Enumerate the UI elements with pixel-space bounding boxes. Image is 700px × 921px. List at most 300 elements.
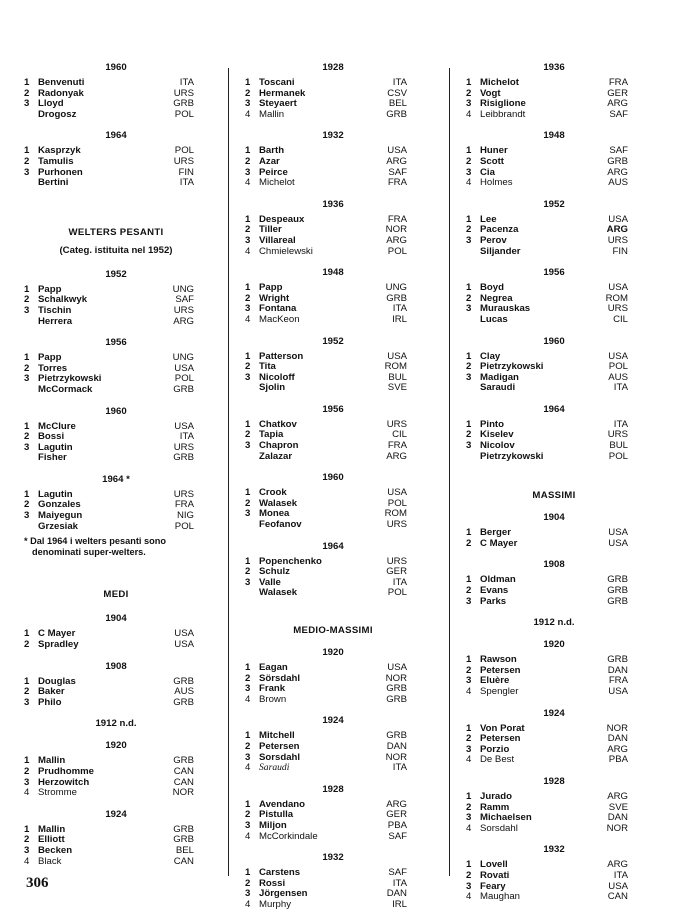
country-code: GRB (386, 693, 407, 705)
country-code: GRB (173, 696, 194, 708)
year-not-held: 1912 n.d. (533, 617, 575, 629)
placing: 3 (245, 98, 251, 110)
athlete-name: Risiglione (480, 98, 526, 110)
country-code: USA (387, 350, 407, 362)
athlete-name: Huner (480, 145, 508, 157)
placing: 1 (245, 555, 251, 567)
country-code: ROM (384, 508, 407, 520)
placing: 4 (245, 898, 251, 910)
placing: 3 (245, 166, 251, 178)
athlete-name: Lucas (480, 313, 508, 325)
athlete-name: Tischin (38, 304, 72, 316)
athlete-name: Herzowitch (38, 776, 90, 788)
results-section (245, 541, 407, 599)
placing: 3 (24, 510, 30, 522)
athlete-name: Avendano (259, 798, 306, 810)
athlete-name: Torres (38, 362, 68, 374)
olympic-year: 1924 (105, 808, 127, 820)
results-section (466, 62, 628, 120)
placing: 2 (245, 672, 251, 684)
country-code: ARG (386, 450, 407, 462)
athlete-name: Pacenza (480, 224, 519, 236)
placing: 2 (466, 361, 472, 373)
athlete-name: Evans (480, 585, 509, 597)
country-code: FRA (608, 77, 628, 88)
placing: 2 (466, 733, 472, 745)
olympic-year: 1948 (543, 130, 565, 142)
country-code: GER (386, 809, 407, 821)
placing: 1 (466, 790, 472, 802)
country-code: FRA (174, 499, 194, 511)
athlete-name: Bertini (38, 177, 69, 189)
result-row (245, 383, 407, 394)
athlete-name: Mitchell (259, 730, 295, 742)
placing: 2 (24, 834, 30, 846)
country-code: USA (387, 487, 407, 499)
placing: 3 (245, 751, 251, 763)
country-code: ITA (613, 418, 628, 430)
category-heading-welters-pesanti: WELTERS PESANTI (68, 226, 164, 238)
results-section (245, 199, 407, 257)
placing: 3 (245, 234, 251, 246)
country-code: DAN (607, 733, 628, 745)
country-code: POL (174, 108, 194, 120)
result-row (466, 892, 628, 903)
country-code: URS (607, 234, 628, 246)
placing: 2 (24, 686, 30, 698)
country-code: USA (387, 145, 407, 157)
country-code: ROM (605, 292, 628, 304)
athlete-name: Pistulla (259, 809, 294, 821)
result-row (245, 821, 407, 832)
placing: 3 (245, 888, 251, 900)
placing: 2 (466, 429, 472, 441)
athlete-name: Walasek (259, 497, 298, 509)
placing: 1 (24, 755, 30, 767)
athlete-name: Herrera (38, 315, 73, 327)
athlete-name: Murauskas (480, 303, 531, 315)
athlete-name: Petersen (480, 664, 521, 676)
athlete-name: Maiyegun (38, 510, 83, 522)
athlete-name: Bossi (38, 431, 65, 443)
placing: 1 (24, 283, 30, 295)
placing: 4 (24, 855, 30, 867)
results-section (245, 715, 407, 773)
placing: 1 (466, 282, 472, 294)
country-code: DAN (386, 740, 407, 752)
country-code: SAF (388, 830, 407, 842)
athlete-name: McCorkindale (259, 830, 318, 842)
country-code: URS (386, 555, 407, 567)
athlete-name: Cia (480, 166, 495, 178)
country-code: BUL (609, 440, 628, 452)
athlete-name: Drogosz (38, 108, 77, 120)
footnote-line: denominati super-welters. (32, 546, 146, 557)
athlete-name: Feary (480, 880, 506, 892)
country-code: ROM (384, 361, 407, 373)
country-code: DAN (607, 812, 628, 824)
athlete-name: Lagutin (38, 441, 73, 453)
country-code: GRB (607, 654, 628, 666)
country-code: ITA (392, 877, 407, 889)
placing: 3 (466, 98, 472, 110)
olympic-year: 1932 (322, 130, 344, 142)
placing: 1 (466, 574, 472, 586)
results-section (466, 336, 628, 394)
country-code: ARG (607, 859, 628, 871)
country-code: NOR (385, 224, 407, 236)
country-code: NOR (172, 787, 194, 799)
olympic-year: 1952 (543, 198, 565, 210)
country-code: ITA (392, 762, 407, 774)
placing: 3 (466, 880, 472, 892)
country-code: SAF (388, 166, 407, 178)
olympic-year: 1956 (543, 267, 565, 279)
result-row (245, 78, 407, 89)
country-code: ITA (613, 869, 628, 881)
athlete-name: Pietrzykowski (38, 373, 102, 385)
athlete-name: Eluère (480, 675, 510, 687)
athlete-name: Lagutin (38, 488, 73, 500)
athlete-name: Becken (38, 844, 73, 856)
athlete-name: Carstens (259, 867, 301, 879)
athlete-name: Crook (259, 487, 287, 499)
result-row (466, 824, 628, 835)
country-code: GRB (386, 108, 407, 120)
olympic-year: 1960 (105, 405, 127, 417)
athlete-name: Madigan (480, 371, 519, 383)
athlete-name: Petersen (259, 740, 300, 752)
country-code: GRB (173, 383, 194, 395)
category-subtitle: (Categ. istituita nel 1952) (59, 244, 173, 256)
athlete-name: Elliott (38, 834, 65, 846)
country-code: FRA (608, 675, 628, 687)
country-code: UNG (172, 352, 194, 364)
country-code: USA (608, 880, 628, 892)
country-code: UNG (385, 282, 407, 294)
olympic-year: 1960 (322, 472, 344, 484)
olympic-year: 1920 (543, 639, 565, 651)
olympic-year: 1928 (543, 775, 565, 787)
country-code: ARG (607, 166, 628, 178)
placing: 3 (24, 441, 30, 453)
placing: 3 (466, 234, 472, 246)
results-section (466, 844, 628, 902)
results-section (245, 62, 407, 120)
country-code: GRB (173, 452, 194, 464)
result-row (24, 453, 194, 464)
country-code: UNG (172, 283, 194, 295)
athlete-name: Despeaux (259, 213, 305, 225)
placing: 4 (466, 822, 472, 834)
athlete-name: Michelot (259, 177, 295, 189)
athlete-name: Stromme (38, 787, 77, 799)
athlete-name: Papp (259, 282, 283, 294)
placing: 3 (24, 844, 30, 856)
athlete-name: Peirce (259, 166, 288, 178)
athlete-name: Nicoloff (259, 371, 295, 383)
result-row (466, 157, 628, 168)
placing: 1 (245, 418, 251, 430)
country-code: ITA (179, 431, 194, 443)
athlete-name: Schulz (259, 566, 290, 578)
country-code: CAN (173, 766, 194, 777)
placing: 4 (466, 754, 472, 766)
results-section (466, 199, 628, 257)
column-middle (245, 62, 407, 921)
placing: 1 (466, 350, 472, 362)
athlete-name: Brown (259, 693, 287, 705)
athlete-name: Schalkwyk (38, 294, 88, 306)
results-section (245, 647, 407, 705)
athlete-name: Tiller (259, 224, 282, 236)
placing: 4 (245, 108, 251, 120)
placing: 2 (466, 801, 472, 813)
country-code: SVE (608, 801, 628, 813)
result-row (466, 755, 628, 766)
country-code: CAN (173, 776, 194, 788)
results-section (245, 472, 407, 530)
column-left (24, 62, 194, 877)
placing: 3 (245, 576, 251, 588)
placing: 1 (466, 145, 472, 157)
country-code: BEL (388, 98, 407, 110)
result-row (24, 857, 194, 868)
athlete-name: Kiselev (480, 429, 514, 441)
country-code: CIL (392, 429, 407, 441)
country-code: GER (386, 566, 407, 578)
country-code: POL (608, 450, 628, 462)
athlete-name: Sörsdahl (259, 672, 301, 684)
result-row (24, 317, 194, 328)
placing: 4 (466, 177, 472, 189)
country-code: GRB (173, 675, 194, 687)
olympic-year: 1920 (322, 647, 344, 658)
result-row (245, 315, 407, 326)
country-code: USA (174, 362, 194, 374)
athlete-name: MacKeon (259, 313, 300, 325)
results-section (24, 337, 194, 395)
placing: 1 (245, 145, 251, 157)
results-section (24, 269, 194, 327)
athlete-name: Wright (259, 292, 290, 304)
results-section (245, 267, 407, 325)
placing: 1 (24, 628, 30, 640)
footnote (24, 536, 194, 557)
result-row (24, 157, 194, 168)
results-section (466, 708, 628, 766)
olympic-year: 1964 * (102, 473, 130, 485)
athlete-name: Negrea (480, 292, 513, 304)
result-row (466, 110, 628, 121)
country-code: BUL (388, 371, 407, 383)
placing: 1 (24, 488, 30, 500)
country-code: ARG (606, 224, 628, 236)
placing: 3 (24, 304, 30, 316)
country-code: URS (386, 519, 407, 531)
athlete-name: Miljon (259, 819, 287, 831)
placing: 2 (466, 664, 472, 676)
placing: 4 (245, 245, 251, 257)
placing: 2 (466, 585, 472, 597)
athlete-name: Black (38, 855, 62, 867)
category-heading-medi: MEDI (103, 589, 129, 601)
placing: 2 (466, 537, 472, 549)
placing: 1 (24, 420, 30, 432)
athlete-name: Walasek (259, 587, 298, 599)
placing: 2 (245, 292, 251, 304)
placing: 1 (245, 282, 251, 294)
placing: 2 (245, 809, 251, 821)
athlete-name: Michaelsen (480, 812, 532, 824)
athlete-name: Michelot (480, 77, 519, 88)
country-code: ARG (607, 743, 628, 755)
results-section (24, 130, 194, 188)
result-row (245, 520, 407, 531)
athlete-name: Boyd (480, 282, 504, 294)
athlete-name: Rovati (480, 869, 510, 881)
olympic-year: 1928 (322, 62, 344, 73)
athlete-name: Mallin (38, 755, 66, 767)
athlete-name: Parks (480, 595, 507, 607)
country-code: AUS (174, 686, 194, 698)
page-number: 306 (26, 875, 49, 891)
athlete-name: Sjolin (259, 382, 286, 394)
placing: 1 (466, 213, 472, 225)
country-code: GRB (386, 683, 407, 695)
olympic-year: 1908 (105, 660, 127, 672)
athlete-name: Saraudi (480, 382, 516, 394)
athlete-name: Monea (259, 508, 290, 520)
result-row (245, 452, 407, 463)
placing: 3 (245, 683, 251, 695)
placing: 4 (466, 108, 472, 120)
country-code: ARG (607, 98, 628, 110)
athlete-name: Rossi (259, 877, 286, 889)
country-code: POL (387, 497, 407, 509)
athlete-name: Steyaert (259, 98, 297, 110)
placing: 1 (466, 859, 472, 871)
country-code: POL (174, 373, 194, 385)
country-code: ITA (613, 382, 628, 394)
result-row (245, 763, 407, 774)
placing: 3 (245, 371, 251, 383)
country-code: URS (173, 87, 194, 99)
athlete-name: Feofanov (259, 519, 302, 531)
country-code: PBA (387, 819, 407, 831)
placing: 1 (466, 418, 472, 430)
athlete-name: Villareal (259, 234, 296, 246)
results-section (466, 404, 628, 462)
country-code: SAF (388, 867, 407, 879)
olympic-year: 1964 (105, 130, 127, 142)
result-row (466, 687, 628, 698)
athlete-name: Papp (38, 352, 62, 364)
country-code: GRB (386, 730, 407, 742)
olympic-year: 1952 (105, 268, 127, 280)
athlete-name: Fisher (38, 452, 67, 464)
olympic-year: 1956 (322, 403, 344, 415)
placing: 2 (24, 639, 30, 651)
athlete-name: Barth (259, 145, 285, 157)
country-code: URS (173, 441, 194, 453)
result-row (466, 383, 628, 394)
placing: 2 (24, 294, 30, 306)
placing: 1 (24, 77, 30, 88)
country-code: GRB (173, 98, 194, 110)
athlete-name: Chapron (259, 440, 299, 452)
result-row (245, 236, 407, 247)
result-row (24, 178, 194, 189)
category-heading-medio-massimi: MEDIO-MASSIMI (293, 625, 373, 636)
athlete-name: Ramm (480, 801, 510, 813)
athlete-name: Lloyd (38, 98, 64, 110)
athlete-name: Valle (259, 576, 281, 588)
olympic-year: 1904 (105, 613, 127, 625)
placing: 2 (245, 224, 251, 236)
athlete-name: Philo (38, 696, 62, 708)
placing: 3 (466, 303, 472, 315)
olympic-year: 1960 (543, 335, 565, 347)
result-row (24, 78, 194, 89)
athlete-name: Scott (480, 155, 504, 167)
athlete-name: Frank (259, 683, 286, 695)
placing: 2 (245, 566, 251, 578)
placing: 1 (245, 662, 251, 673)
country-code: IRL (392, 898, 407, 910)
placing: 1 (245, 798, 251, 810)
placing: 2 (24, 499, 30, 511)
country-code: GRB (607, 585, 628, 597)
athlete-name: Mallin (259, 108, 285, 120)
athlete-name: Maughan (480, 891, 521, 903)
result-row (245, 588, 407, 599)
placing: 4 (245, 762, 251, 774)
placing: 3 (466, 166, 472, 178)
placing: 3 (245, 303, 251, 315)
athlete-name: C Mayer (480, 537, 518, 549)
results-section (245, 784, 407, 842)
athlete-name: Petersen (480, 733, 521, 745)
athlete-name: Tita (259, 361, 276, 373)
country-code: ARG (607, 790, 628, 802)
country-code: ARG (386, 798, 407, 810)
result-row (466, 452, 628, 463)
results-section (24, 661, 194, 709)
country-code: ITA (179, 77, 194, 88)
country-code: DAN (386, 888, 407, 900)
athlete-name: Clay (480, 350, 501, 362)
result-row (245, 900, 407, 911)
placing: 1 (24, 823, 30, 835)
result-row (245, 742, 407, 753)
athlete-name: Lovell (480, 859, 508, 871)
country-code: ITA (392, 576, 407, 588)
country-code: FRA (387, 440, 407, 452)
olympic-year: 1964 (322, 540, 344, 552)
country-code: ARG (386, 155, 407, 167)
result-row (24, 846, 194, 857)
athlete-name: Murphy (259, 898, 291, 910)
results-section (245, 130, 407, 188)
country-code: SAF (175, 294, 194, 306)
country-code: GER (607, 87, 628, 99)
country-code: FIN (612, 245, 628, 257)
athlete-name: Baker (38, 686, 65, 698)
country-code: CSV (387, 87, 407, 99)
results-section (466, 512, 628, 549)
placing: 1 (466, 654, 472, 666)
